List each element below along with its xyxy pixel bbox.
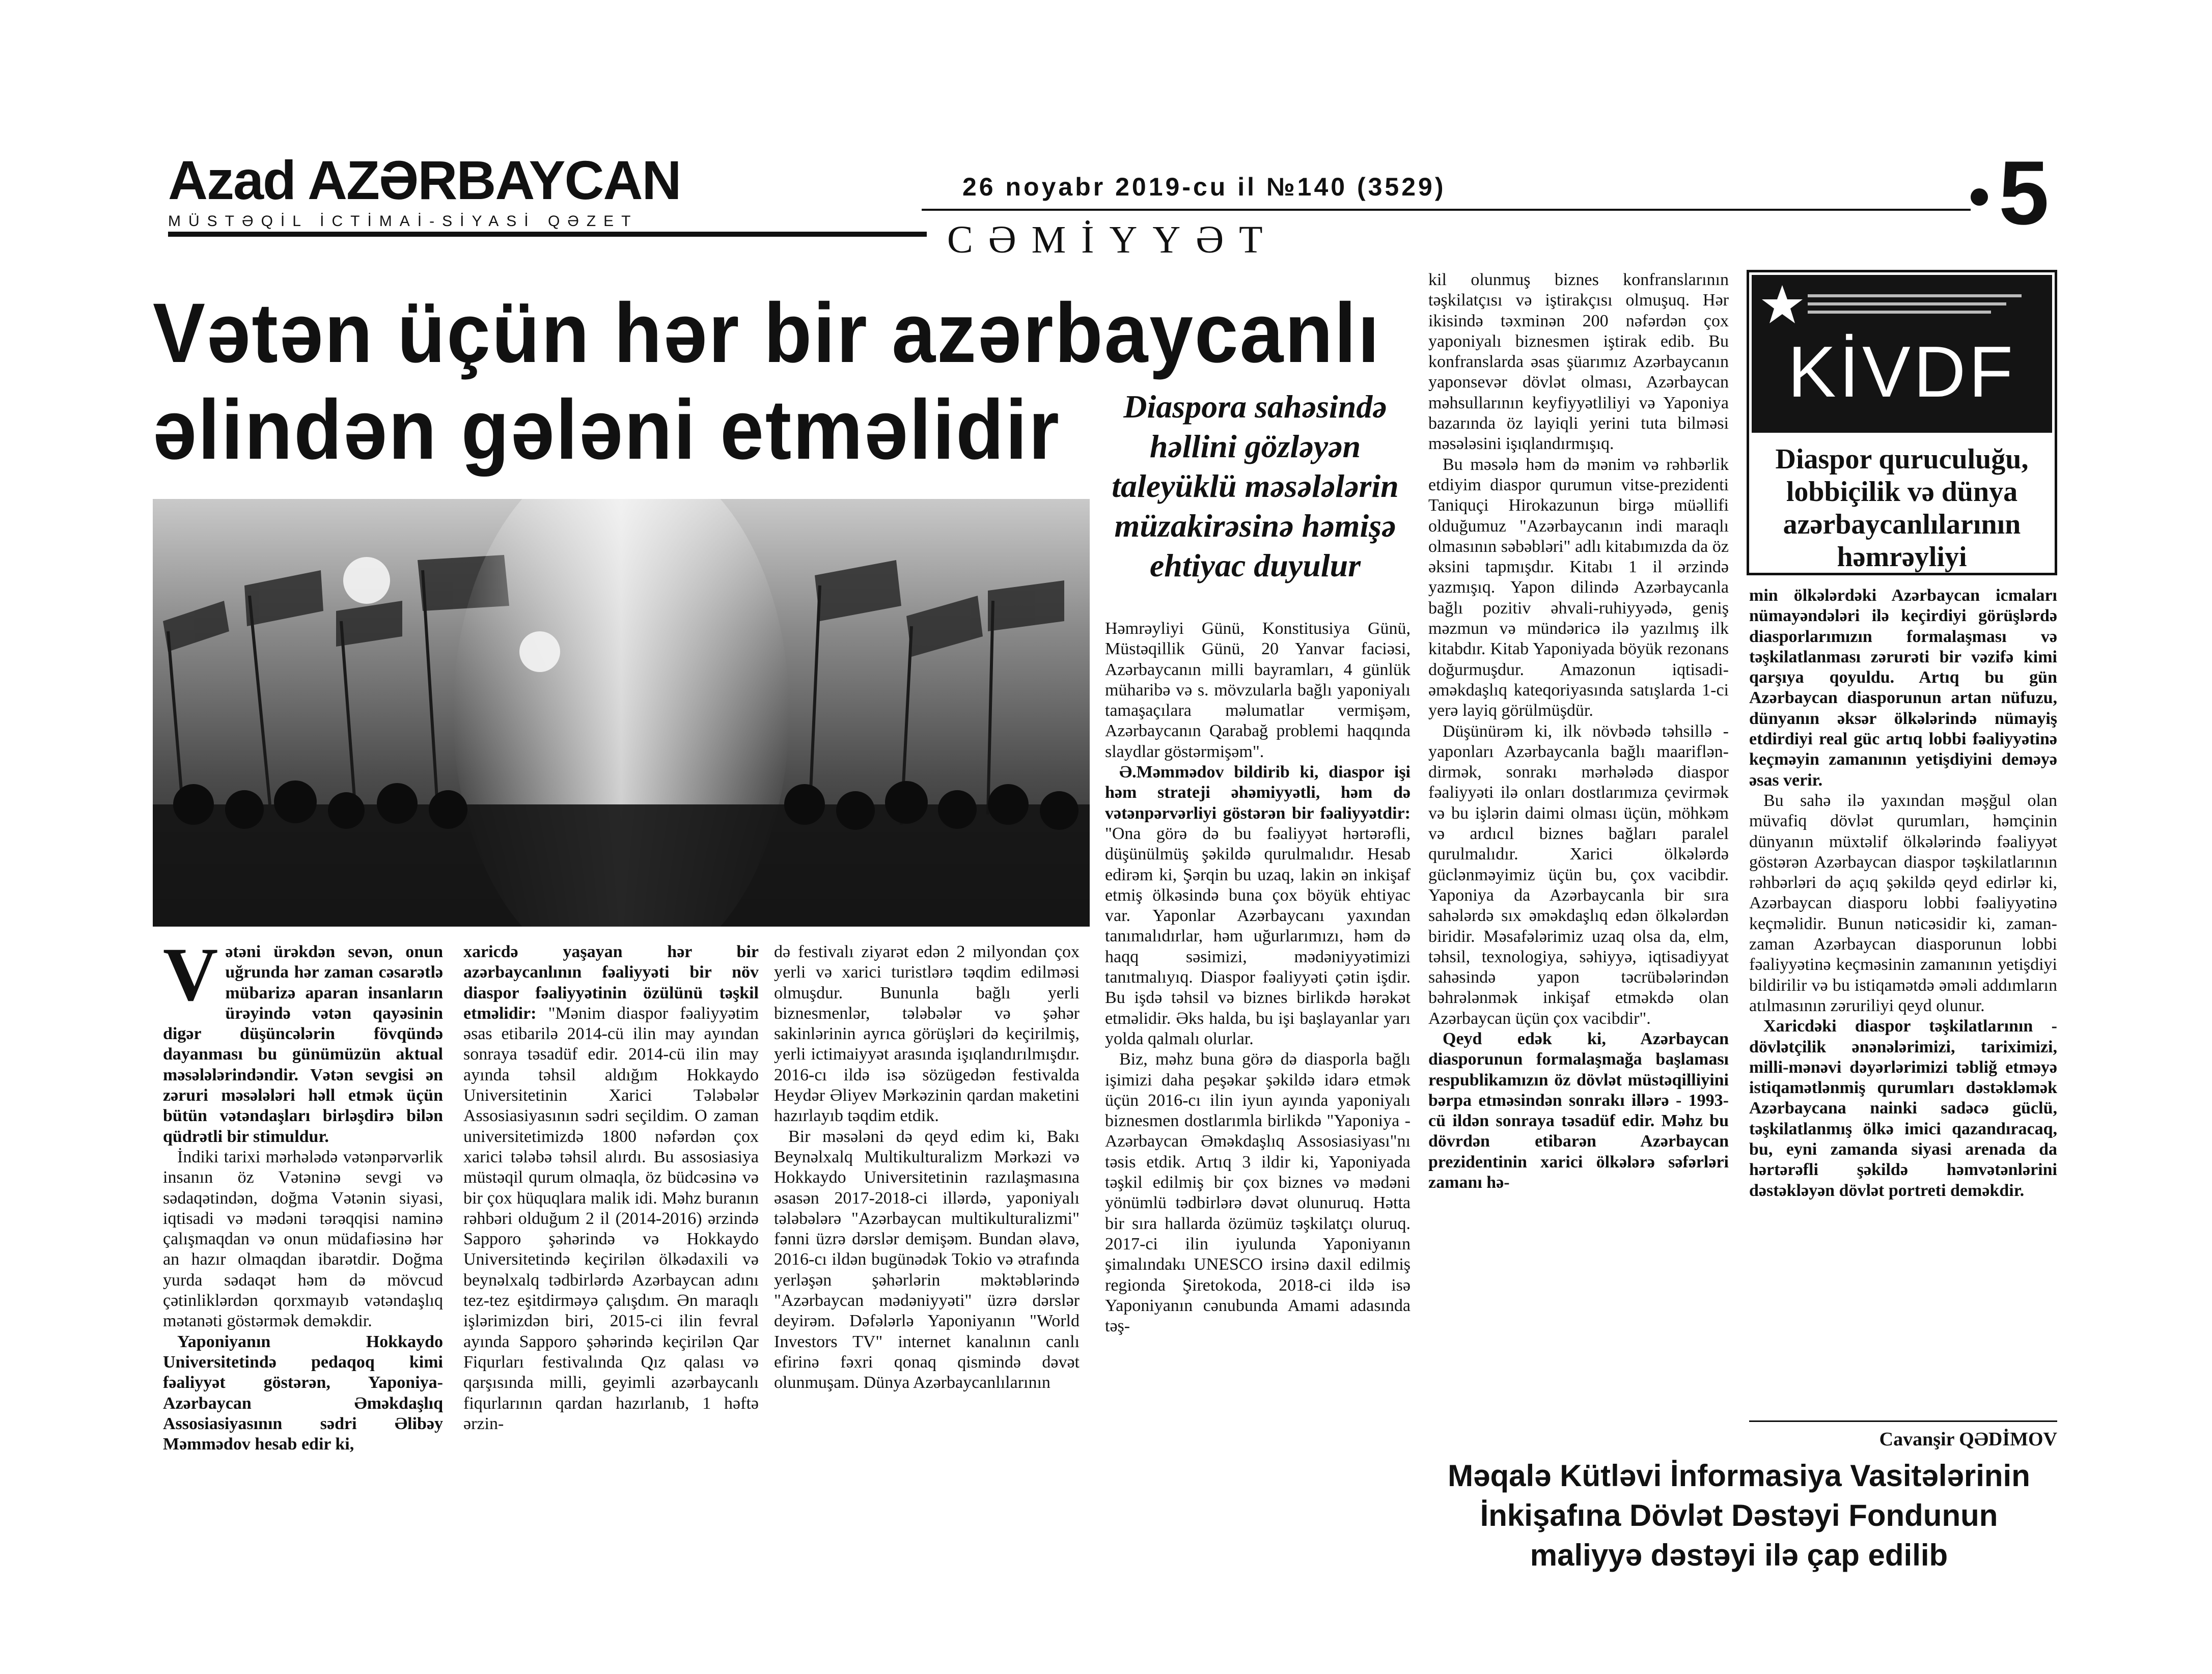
article-column-6 <box>1749 585 2057 1201</box>
article-column-1 <box>163 932 443 1455</box>
credit-line-2: İnkişafına Dövlət Dəstəyi Fondunun <box>1480 1498 1998 1532</box>
author-signature: Cavanşir QƏDİMOV <box>1879 1429 2057 1450</box>
page-number-dot <box>1971 188 1988 206</box>
newspaper-tagline: MÜSTƏQİL İCTİMAİ-SİYASİ QƏZET <box>168 213 639 230</box>
kivdf-box-title: Diaspor quruculuğu, lobbiçilik və dünya azərbaycanlılarının həmrəyliyi <box>1775 443 2029 573</box>
funding-credit <box>1405 1456 2072 1575</box>
article-column-2 <box>463 942 759 1434</box>
logo-fineprint <box>1808 290 2032 321</box>
paragraph: Bu sahə ilə yaxından məşğul olan müvafiq dövlət qurumları, həmçinin dünyanın müxtəlif ölkələrində fəaliyyət göstərən Azərbaycan diaspor təşkilatlarının rəhbərləri də açıq şəkildə qeyd edirlər ki, Azərbaycan diasporu lobbi fəaliyyətinə keçməlidir. Bunun nəticəsidir ki, zaman-zaman Azərbaycan diasporunun lobbi fəaliyyətinə keçməsinin zamanının yetişdiyi bildirilir və bu istiqamətdə əməli addımların atılmasının zəruriliyi qeyd olunur. <box>1749 791 2057 1015</box>
section-title: CƏMİYYƏT <box>947 218 1278 261</box>
issue-dateline: 26 noyabr 2019-cu il №140 (3529) <box>962 173 1446 201</box>
page-number: 5 <box>1999 142 2049 243</box>
article-deck: Diaspora sahəsində həllini gözləyən taleyüklü məsələlərin müzakirəsinə həmişə ehtiyac duyulur <box>1112 388 1399 583</box>
article-column-3 <box>774 942 1080 1393</box>
paragraph: Qeyd edək ki, Azərbaycan diasporunun formalaşmağa başlaması respublikamızın öz dövlət müstəqilliyini bərpa etməsindən sonrakı illərə - 1993-cü ildən sonraya təsadüf edir. Məhz bu dövrdən etibarən Azərbaycan prezidentinin xarici ölkələrə səfərləri zamanı hə- <box>1428 1029 1729 1192</box>
paragraph: Biz, məhz buna görə də diasporla bağlı işimizi daha peşəkar şəkildə idarə etmək üçün 2016-cı ilin iyun ayında yaponiyalı biznesmen dostlarımla birlikdə "Yaponiya - Azərbaycan Əməkdaşlıq Assosiasiyası"nı təsis etdik. Artıq 3 ildir ki, Yaponiyada təşkil edilmiş bir çox biznes və mədəni yönümlü tədbirlərə dəvət olunuruq. Hətta bir sıra hallarda özümüz təşkilatçı oluruq. 2017-ci ilin iyulunda Yaponiyanın şimalındakı UNESCO irsinə daxil edilmiş regionda Şiretokoda, 2018-ci ildə isə Yaponiyanın cənubunda Amami adasında təş- <box>1105 1050 1411 1336</box>
paragraph: xaricdə yaşayan hər bir azərbaycanlının fəaliyyəti bir növ diaspor fəaliyyətinin özülünü təşkil etməlidir: "Mənim diaspor fəaliyyətim əsas etibarilə 2014-cü ilin may ayından sonraya təsadüf edir. 2014-cü ilin may ayında təhsil aldığım Hokkaydo Universitetinin Xarici Tələbələr Assosiasiyasının sədri seçildim. O zaman universitetimizdə 1800 nəfərdən çox xarici tələbə təhsil alırdı. Bu assosiasiya müstəqil qurum olmaqla, öz büdcəsinə və bir çox hüquqlara malik idi. Məhz buranın rəhbəri olduğum 2 il (2014-2016) ərzində Sapporo şəhərində və Hokkaydo Universitetində keçirilən ölkədaxili və beynəlxalq tədbirlərdə Azərbaycan adını tez-tez eşitdirməyə çalışdım. Ən maraqlı işlərimizdən biri, 2015-ci ilin fevral ayında Sapporo şəhərində keçirilən Qar Fiqurları festivalında Qız qalası və qarşısında milli, geyimli azərbaycanlı fiqurlarının qardan hazırlanıb, 1 həftə ərzin- <box>463 942 759 1433</box>
paragraph: Yaponiyanın Hokkaydo Universitetində pedaqoq kimi fəaliyyət göstərən, Yaponiya-Azərbaycan Əməkdaşlıq Assosiasiyasının sədri Əlibəy Məmmədov hesab edir ki, <box>163 1332 443 1454</box>
crowd-with-flags-photo <box>153 499 1090 927</box>
kivdf-logo-text: KİVDF <box>1787 331 2016 412</box>
paragraph: Bu məsələ həm də mənim və rəhbərlik etdiyim diaspor qurumun vitse-prezidenti Taniquçi Hirokazunun birgə müəllifi olduğumuz "Azərbaycanın indi maraqlı olmasının səbəbləri" adlı kitabımızda da öz əksini tapmışdır. Kitabı 1 il ərzində yazmışıq. Yapon dilində Azərbaycanla bağlı pozitiv əhvali-ruhiyyədə, geniş məzmun və mündəricə ilə yazılmış ilk kitabdır. Kitab Yaponiyada böyük rezonans doğurmuşdur. Amazonun iqtisadi-əməkdaşlıq kateqoriyasında satışlarda 1-ci yerə layiq görülmüşdür. <box>1428 455 1729 720</box>
paragraph: Xaricdəki diaspor təşkilatlarının - dövlətçilik ənənələrimizi, tariximizi, milli-mənəvi dəyərlərimizi təbliğ etməyə istiqamətlənmiş qurumları dəstəkləmək Azərbaycana nainki sadəcə güclü, təşkilatlanmış ölkə imici qazandıracaq, bu, eyni zamanda siyasi arenada da hərtərəfli şəkildə həmvətənlərini dəstəkləyən dövlət portreti deməkdir. <box>1749 1017 2057 1200</box>
credit-line-3: maliyyə dəstəyi ilə çap edilib <box>1530 1538 1948 1572</box>
masthead-rule <box>168 232 927 237</box>
headline-line-1: Vətən üçün hər bir azərbaycanlı <box>153 286 1381 380</box>
drop-cap: V <box>163 932 218 1017</box>
paragraph: də festivalı ziyarət edən 2 milyondan çox yerli və xarici turistlərə təqdim edilməsi olmuşdur. Bununla bağlı yerli biznesmenlər, tələbələr və şəhər sakinlərinin ayrıca görüşləri də keçirilmiş, yerli ictimaiyyət arasında işıqlandırılmışdır. 2016-cı ildə isə sözügedən festivalda Heydər Əliyev Mərkəzinin qardan maketini hazırlayıb təqdim etdik. <box>774 942 1080 1126</box>
article-column-4 <box>1105 619 1411 1336</box>
credit-line-1: Məqalə Kütləvi İnformasiya Vasitələrinin <box>1448 1459 2030 1493</box>
header-rule <box>922 209 1971 211</box>
paragraph: Həmrəyliyi Günü, Konstitusiya Günü, Müstəqillik Günü, 20 Yanvar faciəsi, Azərbaycanın milli bayramları, 4 günlük müharibə və s. mövzularla bağlı yaponiyalı tamaşaçılara məlumatlar vermişəm, Azərbaycanın Qarabağ problemi haqqında slaydlar göstərmişəm". <box>1105 619 1411 761</box>
paragraph: kil olunmuş biznes konfranslarının təşkilatçısı və iştirakçısı olmuşuq. Hər ikisində təxminən 200 nəfərdən çox yaponiyalı biznesmen iştirak edib. Bu konfranslarda əsas şüarımız Azərbaycanın yaponsevər dövlət olması, Azərbaycan məhsullarının keyfiyyətliliyi və Yaponiya bazarında öz layiqli yerini tuta bilməsi məsələsini işıqlandırmışıq. <box>1428 270 1729 454</box>
paragraph: Bir məsələni də qeyd edim ki, Bakı Beynəlxalq Multikulturalizm Mərkəzi və Hokkaydo Universitetinin razılaşmasına əsasən 2017-2018-ci illərdə, yaponiyalı tələbələrə "Azərbaycan multikulturalizmi" fənni üzrə dərslər demişəm. Bundan əlavə, 2016-cı ildən bugünədək Tokio və ətrafında yerləşən şəhərlərin məktəblərində "Azərbaycan mədəniyyəti" üzrə dərslər deyirəm. Dəfələrlə Yaponiyanın "World Investors TV" internet kanalının canlı efirinə fəxri qonaq qismində dəvət olunmuşam. Dünya Azərbaycanlılarının <box>774 1127 1080 1392</box>
paragraph: İndiki tarixi mərhələdə vətənpərvərlik insanın öz Vətəninə sevgi və sədaqətindən, doğma Vətənin siyasi, iqtisadi və mədəni tərəqqisi naminə çalışmaqdan və onun müdafiəsinə hər an hazır olmaqdan ibarətdir. Doğma yurda sədaqət həm də mövcud çətinliklərdən qorxmayıb vətəndaşlıq mətanəti göstərmək deməkdir. <box>163 1147 443 1331</box>
paragraph: Düşünürəm ki, ilk növbədə təhsillə - yaponları Azərbaycanla bağlı maarifləndirmək, sonrakı mərhələdə diaspor fəaliyyəti ilə onları dostlarımıza çevirmək və bu işlərin daimi olması üçün, möhkəm və ardıcıl biznes bağları paralel qurulmalıdır. Xarici ölkələrdə güclənməyimiz üçün bu, çox vacibdir. Yaponiya da Azərbaycanla bir sıra sahələrdə sıx əməkdaşlıq edən ölkələrdən biridir. Məsafələrimiz uzaq olsa da, elm, təhsil, texnologiya, səhiyyə, iqtisadiyyat sahəsində yapon təcrübələrindən bəhrələnmək inkişaf etməkdə olan Azərbaycan üçün çox vacibdir". <box>1428 721 1729 1028</box>
kivdf-emblem-icon <box>1759 283 1805 328</box>
newspaper-masthead: Azad AZƏRBAYCAN <box>168 149 681 211</box>
paragraph: Ə.Məmmədov bildirib ki, diaspor işi həm strateji əhəmiyyətli, həm də vətənpərvərliyi göstərən bir fəaliyyətdir: "Ona görə də bu fəaliyyət hərtərəfli, düşünülmüş şəkildə qurulmalıdır. Hesab edirəm ki, Şərqin bu uzaq, lakin ən inkişaf etmiş ölkəsində buna çox böyük ehtiyac var. Yaponlar Azərbaycanı yaxından tanımalıdırlar, həm uğurlarımızı, həm də haqq səsimizi, mədəniyyətimizi tanıtmalıyıq. Diaspor fəaliyyəti çətin işdir. Bu işdə təhsil və biznes birlikdə hərəkət etməlidir. Əks halda, bu işi başlayanlar yarı yolda qalmalı olurlar. <box>1105 763 1411 1048</box>
signature-rule <box>1749 1420 2057 1422</box>
photo-illustration <box>153 499 1090 927</box>
lead-paragraph: Vətəni ürəkdən sevən, onun uğrunda hər zaman cəsarətlə mübarizə aparan insanların ürəyində vətən qayəsinin digər düşüncələrin fövqündə dayanması bu günümüzün aktual məsələlərindəndir. Vətən sevgisi ən zəruri məsələləri həll etmək üçün bütün vətəndaşları birləşdirə bilən qüdrətli bir stimuldur. <box>163 932 443 1146</box>
article-column-5 <box>1428 270 1729 1193</box>
paragraph: min ölkələrdəki Azərbaycan icmaları nümayəndələri ilə keçirdiyi görüşlərdə diasporlarımızın formalaşması və təşkilatlanması zərurəti bir vəzifə kimi qarşıya qoyuldu. Artıq bu gün Azərbaycan diasporunun artan nüfuzu, dünyanın əksər ölkələrində nümayiş etdirdiyi real güc artıq lobbi fəaliyyətinə keçməyin zamanının yetişdiyini deməyə əsas verir. <box>1749 586 2057 790</box>
headline-line-2: əlindən gələni etməlidir <box>153 383 1061 477</box>
